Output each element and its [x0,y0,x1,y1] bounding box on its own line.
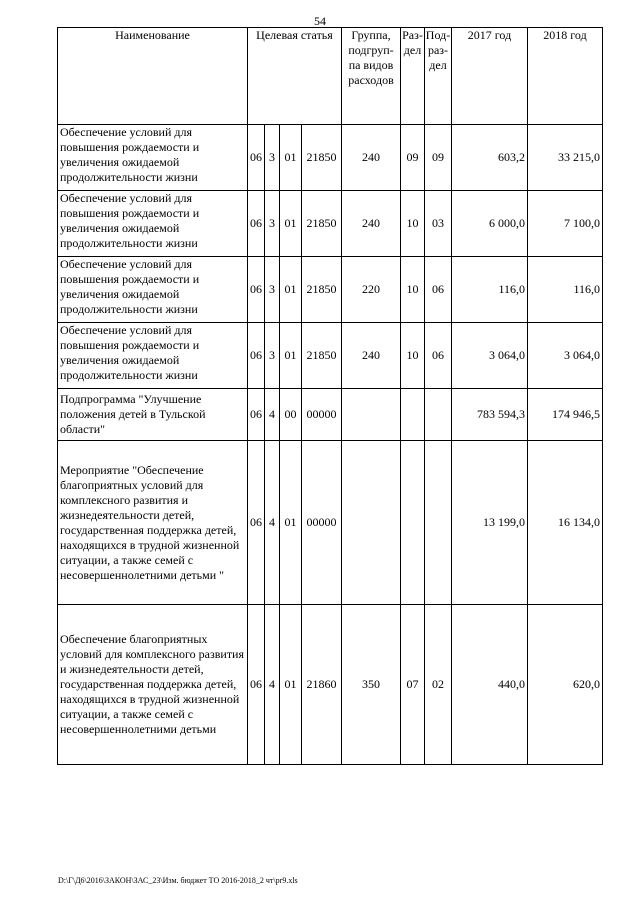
cell-group [342,389,401,441]
cell-section [401,441,425,605]
cell-2017: 603,2 [452,125,528,191]
table-row [58,441,603,605]
table-row [58,191,603,257]
cell-target-2: 3 [265,125,280,191]
table-row [58,605,603,765]
cell-target-3: 01 [280,125,302,191]
table-row [58,125,603,191]
cell-target-1: 06 [248,191,265,257]
cell-section: 10 [401,323,425,389]
row-name: Мероприятие "Обеспечение благоприятных условий для комплексного развития и жизнедеятельности детей, государственная поддержка детей, находящихся в трудной жизненной ситуации, а также семей с несовершеннолетними детьми " [58,441,248,605]
cell-target-3: 01 [280,605,302,765]
cell-target-3: 00 [280,389,302,441]
header-target-article: Целевая статья [248,28,342,125]
cell-target-4: 21850 [302,257,342,323]
cell-2017: 440,0 [452,605,528,765]
cell-target-2: 3 [265,323,280,389]
cell-target-4: 21860 [302,605,342,765]
cell-target-1: 06 [248,389,265,441]
cell-subsection: 06 [425,323,452,389]
cell-target-3: 01 [280,191,302,257]
cell-section: 07 [401,605,425,765]
cell-2017: 3 064,0 [452,323,528,389]
header-name: Наименование [58,28,248,125]
header-year-2017: 2017 год [452,28,528,125]
cell-subsection [425,441,452,605]
cell-target-3: 01 [280,257,302,323]
table-row [58,257,603,323]
cell-subsection: 02 [425,605,452,765]
cell-2018: 174 946,5 [528,389,603,441]
row-name: Обеспечение условий для повышения рождаемости и увеличения ожидаемой продолжительности жизни [58,257,248,323]
row-name: Подпрограмма "Улучшение положения детей в Тульской области" [58,389,248,441]
table-row [58,389,603,441]
cell-group: 240 [342,323,401,389]
cell-target-4: 00000 [302,389,342,441]
header-year-2018: 2018 год [528,28,603,125]
cell-2017: 6 000,0 [452,191,528,257]
cell-2018: 116,0 [528,257,603,323]
cell-target-3: 01 [280,441,302,605]
header-section: Раз- дел [401,28,425,125]
cell-group: 220 [342,257,401,323]
cell-target-2: 3 [265,257,280,323]
header-group: Группа, подгруп- па видов расходов [342,28,401,125]
cell-section: 10 [401,257,425,323]
cell-2018: 33 215,0 [528,125,603,191]
cell-section: 10 [401,191,425,257]
cell-section: 09 [401,125,425,191]
cell-target-2: 3 [265,191,280,257]
cell-subsection: 06 [425,257,452,323]
cell-2018: 7 100,0 [528,191,603,257]
cell-2017: 783 594,3 [452,389,528,441]
cell-target-2: 4 [265,441,280,605]
cell-group [342,441,401,605]
cell-target-1: 06 [248,605,265,765]
cell-group: 350 [342,605,401,765]
cell-target-2: 4 [265,605,280,765]
budget-table [57,27,603,765]
cell-target-4: 00000 [302,441,342,605]
cell-group: 240 [342,125,401,191]
cell-2017: 116,0 [452,257,528,323]
row-name: Обеспечение условий для повышения рождаемости и увеличения ожидаемой продолжительности жизни [58,323,248,389]
row-name: Обеспечение условий для повышения рождаемости и увеличения ожидаемой продолжительности жизни [58,125,248,191]
cell-2017: 13 199,0 [452,441,528,605]
cell-target-4: 21850 [302,125,342,191]
cell-2018: 16 134,0 [528,441,603,605]
cell-section [401,389,425,441]
cell-subsection: 09 [425,125,452,191]
row-name: Обеспечение условий для повышения рождаемости и увеличения ожидаемой продолжительности жизни [58,191,248,257]
cell-2018: 620,0 [528,605,603,765]
cell-target-4: 21850 [302,323,342,389]
cell-target-2: 4 [265,389,280,441]
cell-subsection [425,389,452,441]
file-path-footer: D:\Г\Д6\2016\ЗАКОН\ЗАС_23\Изм. бюджет ТО 2016-2018_2 чт\pr9.xls [58,876,298,885]
cell-group: 240 [342,191,401,257]
page-number: 54 [314,14,326,28]
cell-target-4: 21850 [302,191,342,257]
cell-target-1: 06 [248,323,265,389]
cell-subsection: 03 [425,191,452,257]
cell-target-1: 06 [248,125,265,191]
row-name: Обеспечение благоприятных условий для комплексного развития и жизнедеятельности детей, государственная поддержка детей, находящихся в трудной жизненной ситуации, а также семей с несовершеннолетними детьми [58,605,248,765]
cell-2018: 3 064,0 [528,323,603,389]
table-header-row [58,28,603,125]
table-row [58,323,603,389]
cell-target-3: 01 [280,323,302,389]
cell-target-1: 06 [248,257,265,323]
header-subsection: Под- раз- дел [425,28,452,125]
cell-target-1: 06 [248,441,265,605]
